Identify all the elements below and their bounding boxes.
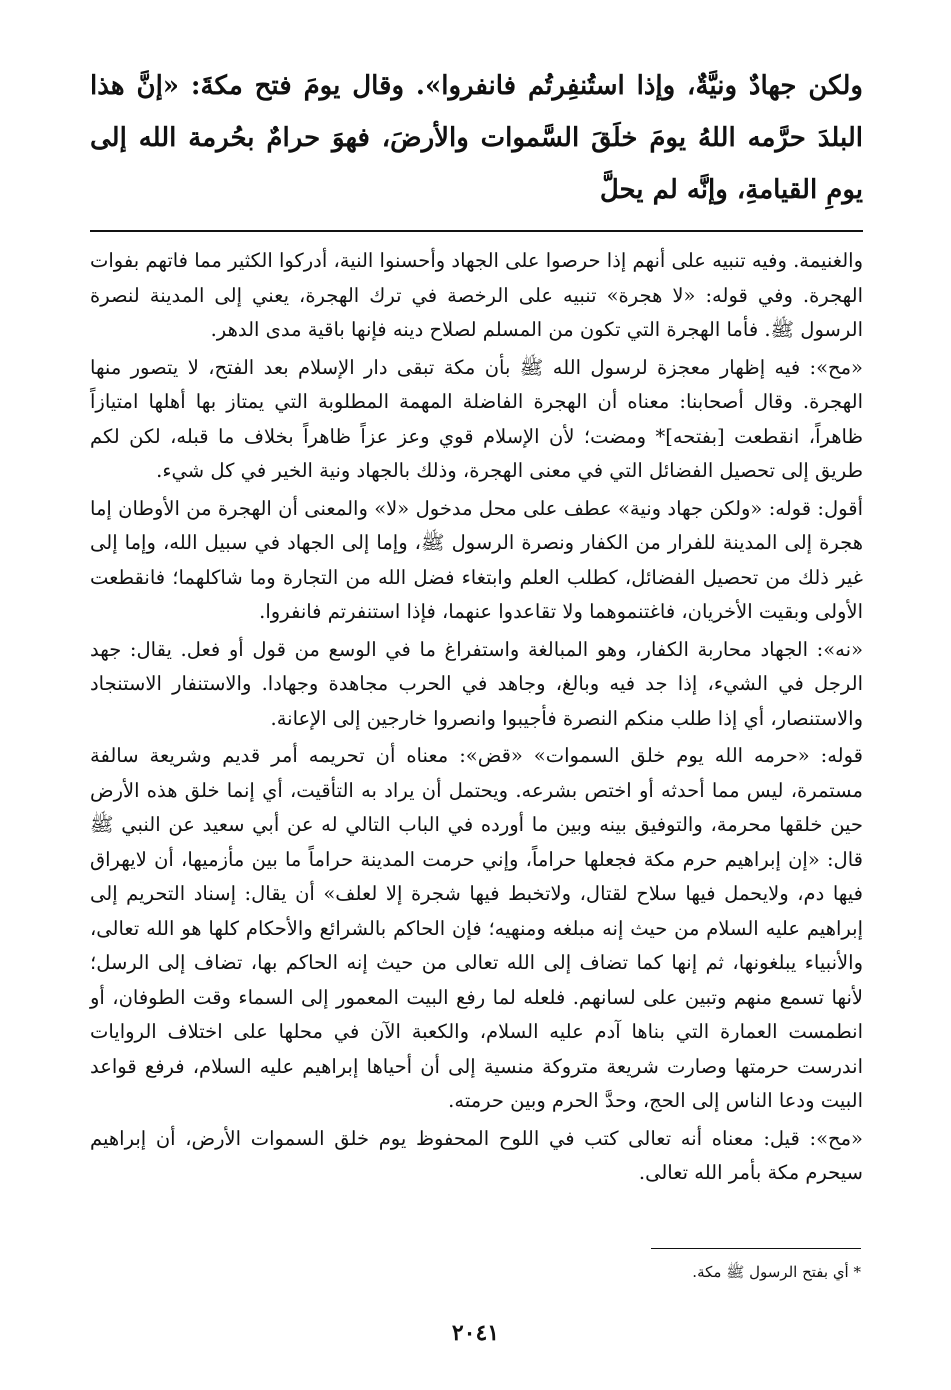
hadith-text: ولكن جهادٌ ونيَّةٌ، وإذا استُنفِرتُم فانفروا». وقال يومَ فتح مكةَ: «إنَّ هذا البلدَ حرَّمه اللهُ يومَ خلَقَ السَّموات والأرضَ، فهوَ حرامٌ بحُرمة الله إلى يومِ القيامةِ، وإنَّه لم يحلَّ <box>90 71 863 205</box>
commentary <box>90 244 863 1191</box>
commentary-paragraph: أقول: قوله: «ولكن جهاد ونية» عطف على محل مدخول «لا» والمعنى أن الهجرة من الأوطان إما هجرة إلى المدينة للفرار من الكفار ونصرة الرسول ﷺ، وإما إلى الجهاد في سبيل الله، وإما إلى غير ذلك من تحصيل الفضائل، كطلب العلم وابتغاء فضل الله من التجارة وما شاكلهما؛ فانقطعت الأولى وبقيت الأخريان، فاغتنموهما ولا تقاعدوا عنهما، فإذا استنفرتم فانفروا. <box>90 496 863 623</box>
footnote: * أي بفتح الرسول ﷺ مكة. <box>692 1263 861 1281</box>
commentary-paragraph: «مح»: قيل: معناه أنه تعالى كتب في اللوح المحفوظ يوم خلق السموات الأرض، أن إبراهيم سيحرم مكة بأمر الله تعالى. <box>90 1126 863 1184</box>
footnote-divider <box>651 1248 861 1249</box>
commentary-paragraph: والغنيمة. وفيه تنبيه على أنهم إذا حرصوا على الجهاد وأحسنوا النية، أدركوا الكثير مما فاتهم بفوات الهجرة. وفي قوله: «لا هجرة» تنبيه على الرخصة في ترك الهجرة، يعني إلى المدينة لنصرة الرسول ﷺ. فأما الهجرة التي تكون من المسلم لصلاح دينه فإنها باقية مدى الدهر. <box>90 249 863 341</box>
page-number: ٢٠٤١ <box>451 1320 500 1346</box>
text-divider <box>90 230 863 232</box>
commentary-paragraph: «نه»: الجهاد محاربة الكفار، وهو المبالغة واستفراغ ما في الوسع من قول أو فعل. يقال: جهد الرجل في الشيء، إذا جد فيه وبالغ، وجاهد في الحرب مجاهدة وجهادا. والاستنفار الاستنجاد والاستنصار، أي إذا طلب منكم النصرة فأجيبوا وانصروا خارجين إلى الإعانة. <box>90 637 863 730</box>
commentary-paragraph: قوله: «حرمه الله يوم خلق السموات» «قض»: معناه أن تحريمه أمر قديم وشريعة سالفة مستمرة، ليس مما أحدثه أو اختص بشرعه. ويحتمل أن يراد به التأقيت، أي إنما خلق هذه الأرض حين خلقها محرمة، والتوفيق بينه وبين ما أورده في الباب التالي له عن أبي سعيد عن النبي ﷺ قال: «إن إبراهيم حرم مكة فجعلها حراماً، وإني حرمت المدينة حراماً ما بين مأزميها، أن لايهراق فيها دم، ولايحمل فيها سلاح لقتال، ولاتخبط فيها شجرة إلا لعلف» أن يقال: إسناد التحريم إلى إبراهيم عليه السلام من حيث إنه مبلغه ومنهيه؛ فإن الحاكم بالشرائع والأحكام كلها هو الله تعالى، والأنبياء يبلغونها، ثم إنها كما تضاف إلى الله تعالى من حيث إنه الحاكم بها، تضاف إلى الرسل؛ لأنها تسمع منهم وتبين على لسانهم. فلعله لما رفع البيت المعمور إلى السماء وقت الطوفان، أو انطمست العمارة التي بناها آدم عليه السلام، والكعبة الآن في محلها على اختلاف الروايات اندرست حرمتها وصارت شريعة متروكة منسية إلى أن أحياها إبراهيم عليه السلام، فرفع قواعد البيت ودعا الناس إلى الحج، وحدَّ الحرم وبين حرمته. <box>90 744 864 1112</box>
commentary-paragraph: «مح»: فيه إظهار معجزة لرسول الله ﷺ بأن مكة تبقى دار الإسلام بعد الفتح، لا يتصور منها الهجرة. وقال أصحابنا: معناه أن الهجرة الفاضلة المهمة المطلوبة التي يمتاز بها أهلها امتيازاً ظاهراً، انقطعت [بفتحه]* ومضت؛ لأن الإسلام قوي وعز عزاً ظاهراً بخلاف ما قبله، لكن لكم طريق إلى تحصيل الفضائل التي في معنى الهجرة، وذلك بالجهاد ونية الخير في كل شيء. <box>90 355 863 482</box>
